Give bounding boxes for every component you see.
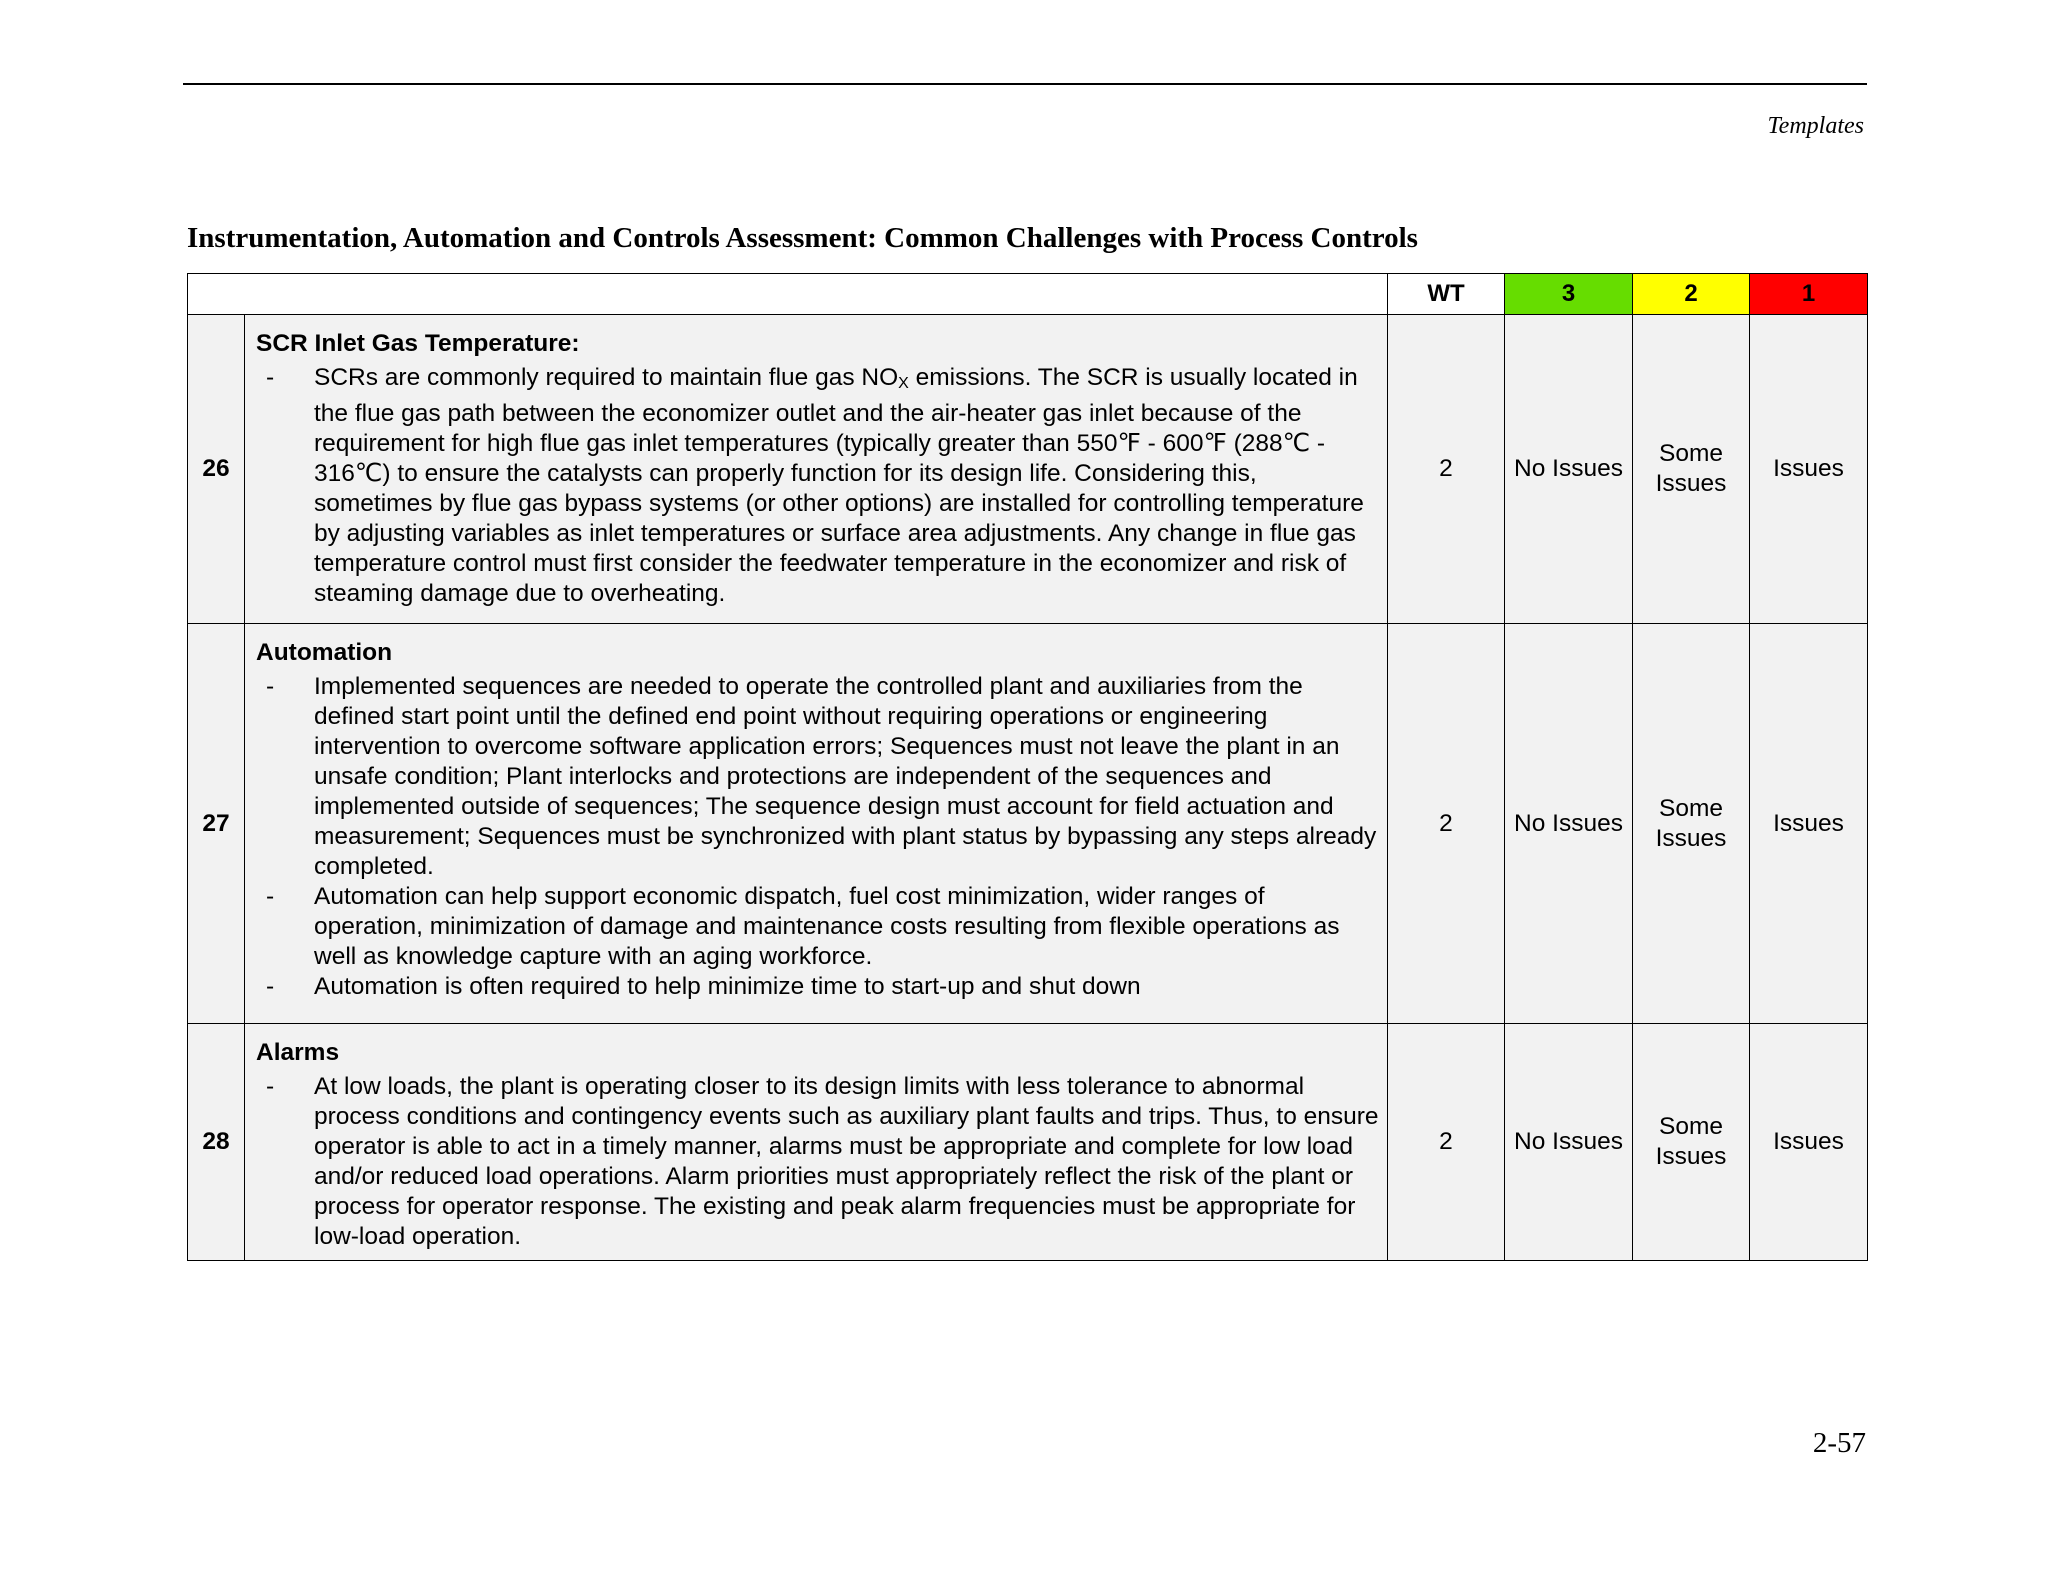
bullet-item xyxy=(256,972,1379,1002)
row-number: 27 xyxy=(188,624,245,1024)
bullet-text: At low loads, the plant is operating closer to its design limits with less tolerance to abnormal process conditions and contingency events such as auxiliary plant faults and trips. Thus, to ensure operator is able to act in a timely manner, alarms must be appropriate and complete for low load and/or reduced load operations. Alarm priorities must appropriately reflect the risk of the plant or process for operator response. The existing and peak alarm frequencies must be appropriate for low-load operation. xyxy=(314,1073,1379,1250)
bullet-dash: - xyxy=(266,973,275,1000)
bullet-item xyxy=(256,1072,1379,1252)
weight-cell: 2 xyxy=(1388,1024,1505,1261)
score-3-cell: No Issues xyxy=(1505,624,1633,1024)
item-title: SCR Inlet Gas Temperature: xyxy=(256,330,580,357)
weight-cell: 2 xyxy=(1388,315,1505,624)
bullet-text: Automation is often required to help minimize time to start-up and shut down xyxy=(314,973,1141,1000)
score-2-cell: Some Issues xyxy=(1633,315,1750,624)
running-header: Templates xyxy=(1767,113,1864,139)
header-score-1: 1 xyxy=(1750,274,1868,315)
score-1-cell: Issues xyxy=(1750,315,1868,624)
bullet-text: Implemented sequences are needed to operate the controlled plant and auxiliaries from the defined start point until the defined end point without requiring operations or engineering intervention to overcome software application errors; Sequences must not leave the plant in an unsafe condition; Plant interlocks and protections are independent of the sequences and implemented outside of sequences; The sequence design must account for field actuation and measurement; Sequences must be synchronized with plant status by bypassing any steps already completed. xyxy=(314,673,1377,880)
header-wt: WT xyxy=(1388,274,1505,315)
table-header-row xyxy=(188,274,1868,315)
table-row xyxy=(188,1024,1868,1261)
header-rule xyxy=(183,83,1867,85)
page-number: 2-57 xyxy=(1812,1427,1866,1459)
row-description xyxy=(245,315,1388,624)
score-1-cell: Issues xyxy=(1750,624,1868,1024)
bullet-list xyxy=(256,672,1379,1002)
score-2-cell: Some Issues xyxy=(1633,1024,1750,1261)
header-blank-cell xyxy=(188,274,1388,315)
bullet-dash: - xyxy=(266,883,275,910)
row-number: 26 xyxy=(188,315,245,624)
bullet-text: SCRs are commonly required to maintain flue gas $NO_X$ emissions. The SCR is usually located in the flue gas path between the economizer outlet and the air-heater gas inlet because of the requirement for high flue gas inlet temperatures (typically greater than 550℉ - 600℉ (288℃ - 316℃) to ensure the catalysts can properly function for its design life. Considering this, sometimes by flue gas bypass systems (or other options) are installed for controlling temperature by adjusting variables as inlet temperatures or surface area adjustments. Any change in flue gas temperature control must first consider the feedwater temperature in the economizer and risk of steaming damage due to overheating. xyxy=(314,364,1364,607)
weight-cell: 2 xyxy=(1388,624,1505,1024)
bullet-list xyxy=(256,1072,1379,1252)
row-number: 28 xyxy=(188,1024,245,1261)
score-2-cell: Some Issues xyxy=(1633,624,1750,1024)
score-3-cell: No Issues xyxy=(1505,1024,1633,1261)
page-title: Instrumentation, Automation and Controls Assessment: Common Challenges with Process Controls xyxy=(187,222,1418,254)
bullet-text: Automation can help support economic dispatch, fuel cost minimization, wider ranges of operation, minimization of damage and maintenance costs resulting from flexible operations as well as knowledge capture with an aging workforce. xyxy=(314,883,1340,970)
table-row xyxy=(188,624,1868,1024)
bullet-item xyxy=(256,882,1379,972)
score-1-cell: Issues xyxy=(1750,1024,1868,1261)
bullet-dash: - xyxy=(266,364,275,391)
header-score-3: 3 xyxy=(1505,274,1633,315)
item-title: Automation xyxy=(256,639,393,666)
bullet-item xyxy=(256,672,1379,882)
item-title: Alarms xyxy=(256,1039,340,1066)
score-3-cell: No Issues xyxy=(1505,315,1633,624)
bullet-item xyxy=(256,363,1379,609)
bullet-list xyxy=(256,363,1379,609)
bullet-dash: - xyxy=(266,1073,275,1100)
header-score-2: 2 xyxy=(1633,274,1750,315)
row-description xyxy=(245,1024,1388,1261)
row-description xyxy=(245,624,1388,1024)
table-row xyxy=(188,315,1868,624)
bullet-dash: - xyxy=(266,673,275,700)
assessment-table xyxy=(187,273,1868,1261)
